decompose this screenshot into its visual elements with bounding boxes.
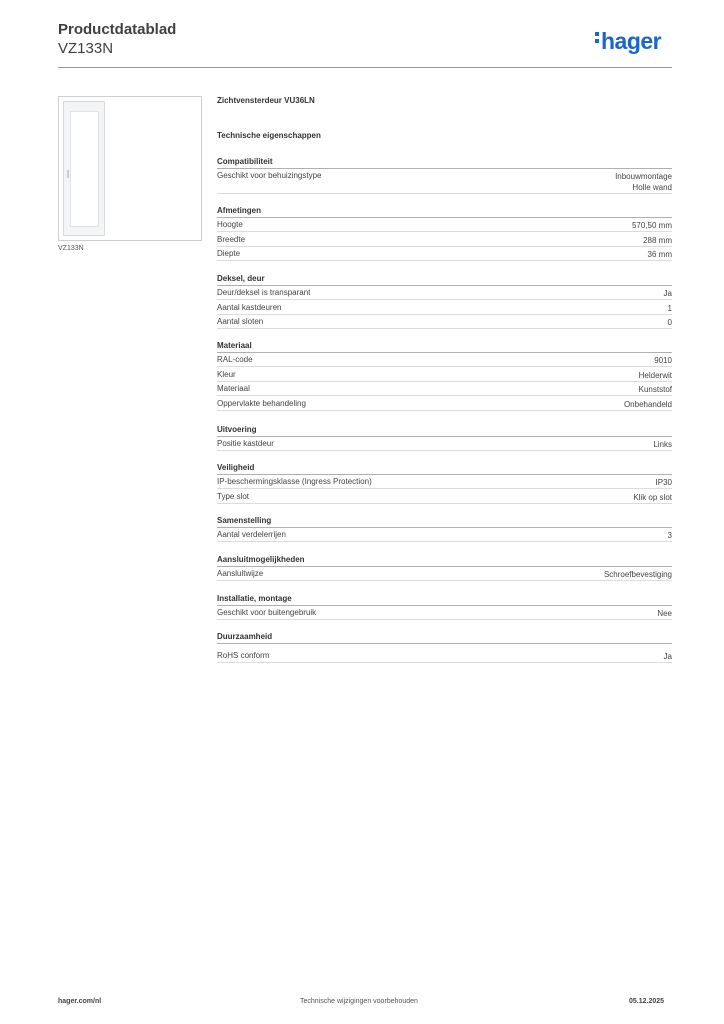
spec-value: [639, 384, 672, 395]
section-divider: [217, 217, 672, 218]
spec-value-line: Holle wand: [632, 183, 672, 192]
row-divider: [217, 662, 672, 663]
footer-website: hager.com/nl: [58, 998, 102, 1005]
row-divider: [217, 503, 672, 504]
section-title: Deksel, deur: [217, 274, 265, 283]
spec-label: Hoogte: [217, 220, 243, 229]
spec-value-line: Nee: [657, 609, 672, 618]
page-title: Productdatablad: [58, 21, 177, 38]
footer-disclaimer: Technische wijzigingen voorbehouden: [300, 998, 418, 1005]
spec-value: [624, 399, 672, 410]
row-divider: [217, 410, 672, 411]
footer-date: 05.12.2025: [629, 998, 665, 1005]
section-divider: [217, 605, 672, 606]
logo-text: hager: [601, 28, 662, 54]
spec-value-line: 9010: [654, 356, 672, 365]
spec-label: RoHS conform: [217, 651, 270, 660]
row-divider: [217, 541, 672, 542]
section-divider: [217, 643, 672, 644]
spec-value: [668, 303, 672, 314]
spec-value: [668, 530, 672, 541]
spec-value-line: 36 mm: [647, 250, 672, 260]
spec-label: Aantal verdelerrijen: [217, 530, 286, 539]
section-divider: [217, 352, 672, 353]
row-divider: [217, 260, 672, 261]
section-title: Materiaal: [217, 341, 252, 350]
spec-value-line: 0: [667, 318, 672, 328]
spec-value-line: 288 mm: [643, 235, 672, 245]
spec-value-line: Klik op slot: [633, 492, 672, 502]
logo-dots-icon: [595, 32, 600, 46]
row-divider: [217, 231, 672, 232]
spec-label: Positie kastdeur: [217, 439, 274, 448]
section-title: Afmetingen: [217, 206, 261, 215]
spec-value-line: IP30: [655, 478, 672, 487]
product-code: VZ133N: [58, 40, 114, 57]
row-divider: [217, 619, 672, 620]
spec-value: [656, 477, 672, 488]
image-caption: VZ133N: [58, 245, 84, 252]
row-divider: [217, 328, 672, 329]
spec-value: [664, 288, 672, 299]
spec-value: [632, 220, 672, 231]
spec-label: Deur/deksel is transparant: [217, 288, 311, 297]
product-image: [58, 96, 202, 241]
row-divider: [217, 299, 672, 300]
section-divider: [217, 285, 672, 286]
section-title: Compatibiliteit: [217, 157, 273, 166]
spec-value-line: Onbehandeld: [623, 400, 672, 410]
row-divider: [217, 246, 672, 247]
spec-value-line: 570,50 mm: [631, 221, 672, 230]
door-window: [70, 111, 99, 227]
hager-logo: [595, 28, 661, 55]
spec-value: [668, 317, 672, 328]
spec-value-line: Kunststof: [638, 385, 672, 395]
spec-label: RAL-code: [217, 355, 253, 364]
spec-label: Aantal sloten: [217, 317, 264, 327]
section-divider: [217, 566, 672, 567]
spec-label: Aansluitwijze: [217, 569, 264, 578]
spec-value-line: Ja: [663, 652, 672, 661]
section-title: Duurzaamheid: [217, 632, 273, 641]
spec-label: Geschikt voor buitengebruik: [217, 608, 317, 617]
spec-label: Breedte: [217, 234, 246, 244]
row-divider: [217, 488, 672, 489]
row-divider: [217, 381, 672, 382]
spec-label: Materiaal: [217, 384, 250, 394]
row-divider: [217, 314, 672, 315]
spec-label: IP-beschermingsklasse (Ingress Protection): [217, 477, 372, 486]
spec-label: Oppervlakte behandeling: [217, 399, 306, 409]
spec-label: Diepte: [217, 249, 241, 259]
spec-value-line: 3: [667, 531, 672, 540]
section-title: Veiligheid: [217, 463, 255, 472]
row-divider: [217, 193, 672, 194]
spec-value: [653, 439, 672, 450]
door-hinge: [67, 170, 69, 178]
spec-label: Geschikt voor behuizingstype: [217, 171, 322, 180]
spec-value-line: Helderwit: [638, 370, 672, 380]
section-title: Aansluitmogelijkheden: [217, 555, 305, 564]
spec-value: [664, 651, 672, 662]
spec-value: [604, 569, 672, 580]
section-title: Installatie, montage: [217, 594, 292, 603]
header-divider: [58, 67, 672, 68]
spec-value: [657, 608, 672, 619]
spec-value-line: Ja: [663, 289, 672, 298]
section-divider: [217, 168, 672, 169]
door-image: [63, 101, 105, 236]
section-title: Uitvoering: [217, 425, 257, 434]
row-divider: [217, 450, 672, 451]
section-divider: [217, 474, 672, 475]
row-divider: [217, 580, 672, 581]
spec-value: [654, 355, 672, 366]
section-title: Samenstelling: [217, 516, 272, 525]
spec-label: Aantal kastdeuren: [217, 302, 282, 312]
spec-value: [615, 171, 672, 193]
spec-label: Type slot: [217, 491, 250, 501]
spec-value-line: 1: [667, 303, 672, 313]
section-divider: [217, 436, 672, 437]
spec-value-line: Schroefbevestiging: [603, 570, 672, 579]
tech-properties-title: Technische eigenschappen: [217, 131, 321, 140]
product-name: Zichtvensterdeur VU36LN: [217, 96, 315, 105]
spec-value: [633, 492, 672, 503]
row-divider: [217, 366, 672, 367]
spec-value-line: Inbouwmontage: [615, 172, 672, 181]
row-divider: [217, 395, 672, 396]
spec-value: [648, 249, 672, 260]
spec-value: [639, 370, 672, 381]
section-divider: [217, 527, 672, 528]
spec-label: Kleur: [217, 369, 236, 379]
spec-value-line: Links: [653, 440, 672, 449]
spec-value: [643, 235, 672, 246]
